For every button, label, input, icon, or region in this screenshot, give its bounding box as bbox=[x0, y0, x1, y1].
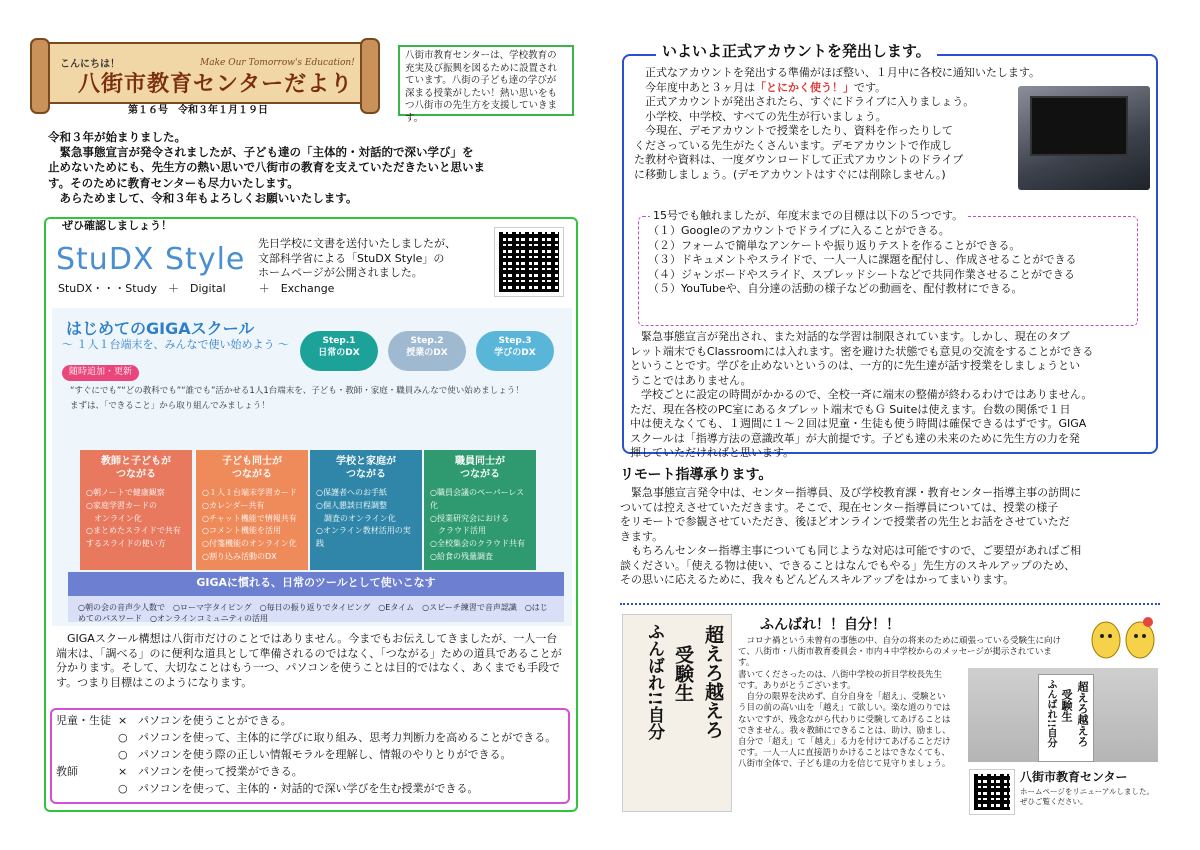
hanging-banner: 超えろ越えろ 受験生 ふんばれ!!自分 bbox=[1038, 674, 1094, 762]
account-title: いよいよ正式アカウントを発出します。 bbox=[656, 42, 937, 62]
goal-mark: ○ bbox=[118, 748, 128, 761]
giga-tools-strip: ○朝の会の音声少人数で ○ローマ字タイピング ○毎日の振り返りでタイピング ○Eタイム ○スピーチ練習で音声認識 ○はじめてのパスワード ○オンラインコミュニティの活用 bbox=[68, 596, 564, 622]
list-item: （４）ジャンボードやスライド、スプレッドシートなどで共同作業させることができる bbox=[648, 267, 1075, 281]
goals-list bbox=[648, 224, 1138, 297]
list-item: （２）フォームで簡単なアンケートや振り返りテストを作ることができる。 bbox=[648, 238, 1021, 252]
calligraphy-line-2: 受験生 bbox=[672, 645, 694, 702]
step-2-badge: Step.2 授業のDX bbox=[388, 331, 466, 371]
goals-list-title: 15号でも触れましたが、年度末までの目標は以下の５つです。 bbox=[650, 209, 966, 224]
giga-column-staff: 職員同士が つながる ○職員会議のペーパーレス化 ○授業研究会における クラウド活用 ○全校集会のクラウド共有 ○給食の残量調査 bbox=[424, 450, 536, 570]
funbare-body: コロナ禍という未曾有の事態の中、自分の将来のために頑張っている受験生に向け て、八街市・八街市教育委員会・市内４中学校からのメッセージが掲示されています。 書いてくださったのは、八街中学校の折目学校長先生 です。ありがとうございます。 自分の限界を決めず、自分自身を「超え」、受験とい う目の前の高い山を「越え」て欲しい。楽な道のりでは ないですが、残念ながら代わりに受験してあげることは できません。我々教師にできることは、助け、励まし、 自分で「超え」て「越え」る力を付けてあげることだけ です。一人一人に直接語りかけることはできなくても、 八街市全体で、子ども達の力を信じて見守りましょう。 bbox=[738, 636, 1062, 770]
laptop-screen bbox=[1030, 96, 1128, 156]
motto-text: Make Our Tomorrow's Education! bbox=[200, 58, 355, 68]
giga-foundation-bar: GIGAに慣れる、日常のツールとして使いこなす bbox=[68, 572, 564, 596]
studx-logo: StuDX Style bbox=[56, 242, 246, 277]
update-badge: 随時追加・更新 bbox=[62, 365, 139, 381]
giga-body-text: GIGAスクール構想は八街市だけのことではありません。今までもお伝えしてきましたが、一人一台 端末は、「調べる」のに便利な道具として準備されるのではなく、「つながる」ための道具であることが 分かります。そして、大切なことはもう一つ、パソコンを使うことは目的ではなく、あくまでも手段で す。つまり目標はこのようになります。 bbox=[56, 632, 562, 689]
goal-text: パソコンを使うことができる。 bbox=[138, 714, 292, 727]
center-name: 八街市教育センター bbox=[1020, 770, 1128, 784]
mascot-characters bbox=[1088, 610, 1158, 666]
list-item: （１）Googleのアカウントでドライブに入ることができる。 bbox=[648, 224, 950, 237]
check-label: ぜひ確認しましょう！ bbox=[58, 219, 176, 234]
goal-text: パソコンを使って授業ができる。 bbox=[138, 765, 303, 778]
newsletter-title: 八街市教育センターだより bbox=[78, 72, 354, 97]
remote-title: リモート指導承ります。 bbox=[620, 467, 773, 483]
goal-who-student: 児童・生徒 bbox=[56, 714, 111, 727]
goal-who-teacher: 教師 bbox=[56, 765, 78, 778]
greeting-text: こんにちは！ bbox=[60, 59, 120, 70]
goal-mark: × bbox=[118, 714, 128, 727]
giga-column-school-home: 学校と家庭が つながる ○保護者へのお手紙 ○個人懇談日程調整 調査のオンライン化 ○オンライン教材活用の実践 bbox=[310, 450, 422, 570]
giga-column-children: 子ども同士が つながる ○１人１台端末学習カード ○カレンダー共有 ○チャット機能で情報共有 ○コメント機能を活用 ○付箋機能のオンライン化 ○割り込み活動のDX bbox=[196, 450, 308, 570]
center-note: ホームページをリニューアルしました。 ぜひご覧ください。 bbox=[1020, 787, 1155, 806]
calligraphy-line-3: ふんばれ!!自分 bbox=[644, 623, 664, 740]
goal-text: パソコンを使って、主体的に学びに取り組み、思考力判断力を高めることができる。 bbox=[138, 731, 557, 744]
giga-subtitle: ～ １人１台端末を、みんなで使い始めよう ～ bbox=[62, 338, 289, 351]
intro-paragraph: 令和３年が始まりました。 緊急事態宣言が発令されましたが、子ども達の「主体的・対話的で深い学び」を 止めないためにも、先生方の熱い思いで八街市の教育を支えていただきたいと思いま す。そのために教育センターも尽力いたします。 あらためまして、令和３年もよろしくお願いいたします。 bbox=[48, 130, 588, 206]
issue-date: 第１６号 令和３年１月１９日 bbox=[128, 105, 268, 116]
goal-text: パソコンを使って、主体的・対話的で深い学びを生む授業ができる。 bbox=[138, 782, 479, 795]
giga-line-2: まずは、「できること」から取り組んでみましょう！ bbox=[70, 401, 270, 411]
giga-column-teacher-child: 教師と子どもが つながる ○朝ノートで健康観察 ○家庭学習カードの オンライン化 ○まとめたスライドで共有 するスライドの使い方 bbox=[80, 450, 192, 570]
step-1-badge: Step.1 日常のDX bbox=[300, 331, 378, 371]
funbare-title: ふんばれ！！自分！！ bbox=[760, 617, 900, 633]
list-item: （３）ドキュメントやスライドで、一人一人に課題を配付し、作成させることができる bbox=[648, 253, 1077, 267]
calligraphy-photo bbox=[622, 614, 732, 812]
goal-mark: × bbox=[118, 765, 128, 778]
calligraphy-line-1: 超えろ越えろ bbox=[702, 625, 724, 739]
center-qr-code bbox=[970, 770, 1014, 814]
section-divider bbox=[620, 603, 1160, 605]
studx-subtitle: StuDX・・・Study ＋ Digital ＋ Exchange bbox=[58, 282, 335, 295]
goal-text: パソコンを使う際の正しい情報モラルを理解し、情報のやりとりができる。 bbox=[138, 748, 512, 761]
goal-mark: ○ bbox=[118, 782, 128, 795]
studx-qr-code bbox=[495, 228, 563, 296]
emphasis-text: 「とにかく使う！」 bbox=[755, 80, 854, 94]
goal-mark: ○ bbox=[118, 731, 128, 744]
center-description-box: 八街市教育センターは、学校教育の 充実及び振興を図るために設置され ています。八街の子ども達の学びが 深まる授業がしたい！熱い思いをも つ八街市の先生方を支援していきます。 bbox=[398, 45, 574, 116]
step-3-badge: Step.3 学びのDX bbox=[476, 331, 554, 371]
giga-line-1: “すぐにでも”“どの教科でも”“誰でも”活かせる1人1台端末を、子ども・教師・家庭・職員みんなで使い始めましょう！ bbox=[70, 386, 524, 396]
remote-body: 緊急事態宣言発令中は、センター指導員、及び学校教育課・教育センター指導主事の訪問に ついては控えさせていただきます。そこで、現在センター指導員については、授業の様子 をリモートで参観させていただき、後ほどオンラインで授業者の先生とお話をさせていただ きます。 もちろんセンター指導主事についても同じような対応は可能ですので、ご要望があればご相 談ください。「使える物は使い、できることはなんでもやる」先生方のスキルアップのため、 その思いに応えるために、我々もどんどんスキルアップをはかってまいります。 bbox=[620, 486, 1082, 587]
account-body: 正式なアカウントを発出する準備がほぼ整い、１月中に各校に通知いたします。 今年度中あと３ヶ月は「とにかく使う！」です。 正式アカウントが発出されたら、すぐにドライブに入りましょう。 小学校、中学校、すべての先生が行いましょう。 今現在、デモアカウントで授業をしたり、資料を作ったりして くださっている先生がたくさんいます。デモアカウントで作成し た教材や資料は、一度ダウンロードして正式アカウントのドライブ に移動しましょう。(デモアカウントはすぐには削除しません。) bbox=[634, 66, 1041, 181]
account-body-2: 緊急事態宣言が発出され、また対話的な学習は制限されています。しかし、現在のタブ レット端末でもClassroomには入れます。密を避けた状態でも意見の交流をすることができる ということです。学びを止めないというのは、一方的に先生達が話す授業をしましょうとい うことではありません。 学校ごとに設定の時間がかかるので、全校一斉に端末の整備が終わるわけではありません。 ただ、現在各校のPC室にあるタブレット端末でもＧ Suiteは使えます。台数の関係で１日 中は使えなくても、１週間に１～２回は児童・生徒も使う時間は確保できるはずです。GIGA スクールは「指導方法の意識改革」が大前提です。子ども達の未来のために先生方の力を発 揮していただければと思います。 bbox=[630, 330, 1094, 460]
list-item: （５）YouTubeや、自分達の活動の様子などの動画を、配付教材にできる。 bbox=[648, 282, 1023, 296]
studx-note: 先日学校に文書を送付いたしましたが、 文部科学省による「StuDX Style」の ホームページが公開されました。 bbox=[258, 237, 456, 280]
intro-heading: 令和３年が始まりました。 bbox=[48, 130, 186, 144]
giga-title: はじめてのGIGAスクール bbox=[66, 319, 255, 338]
